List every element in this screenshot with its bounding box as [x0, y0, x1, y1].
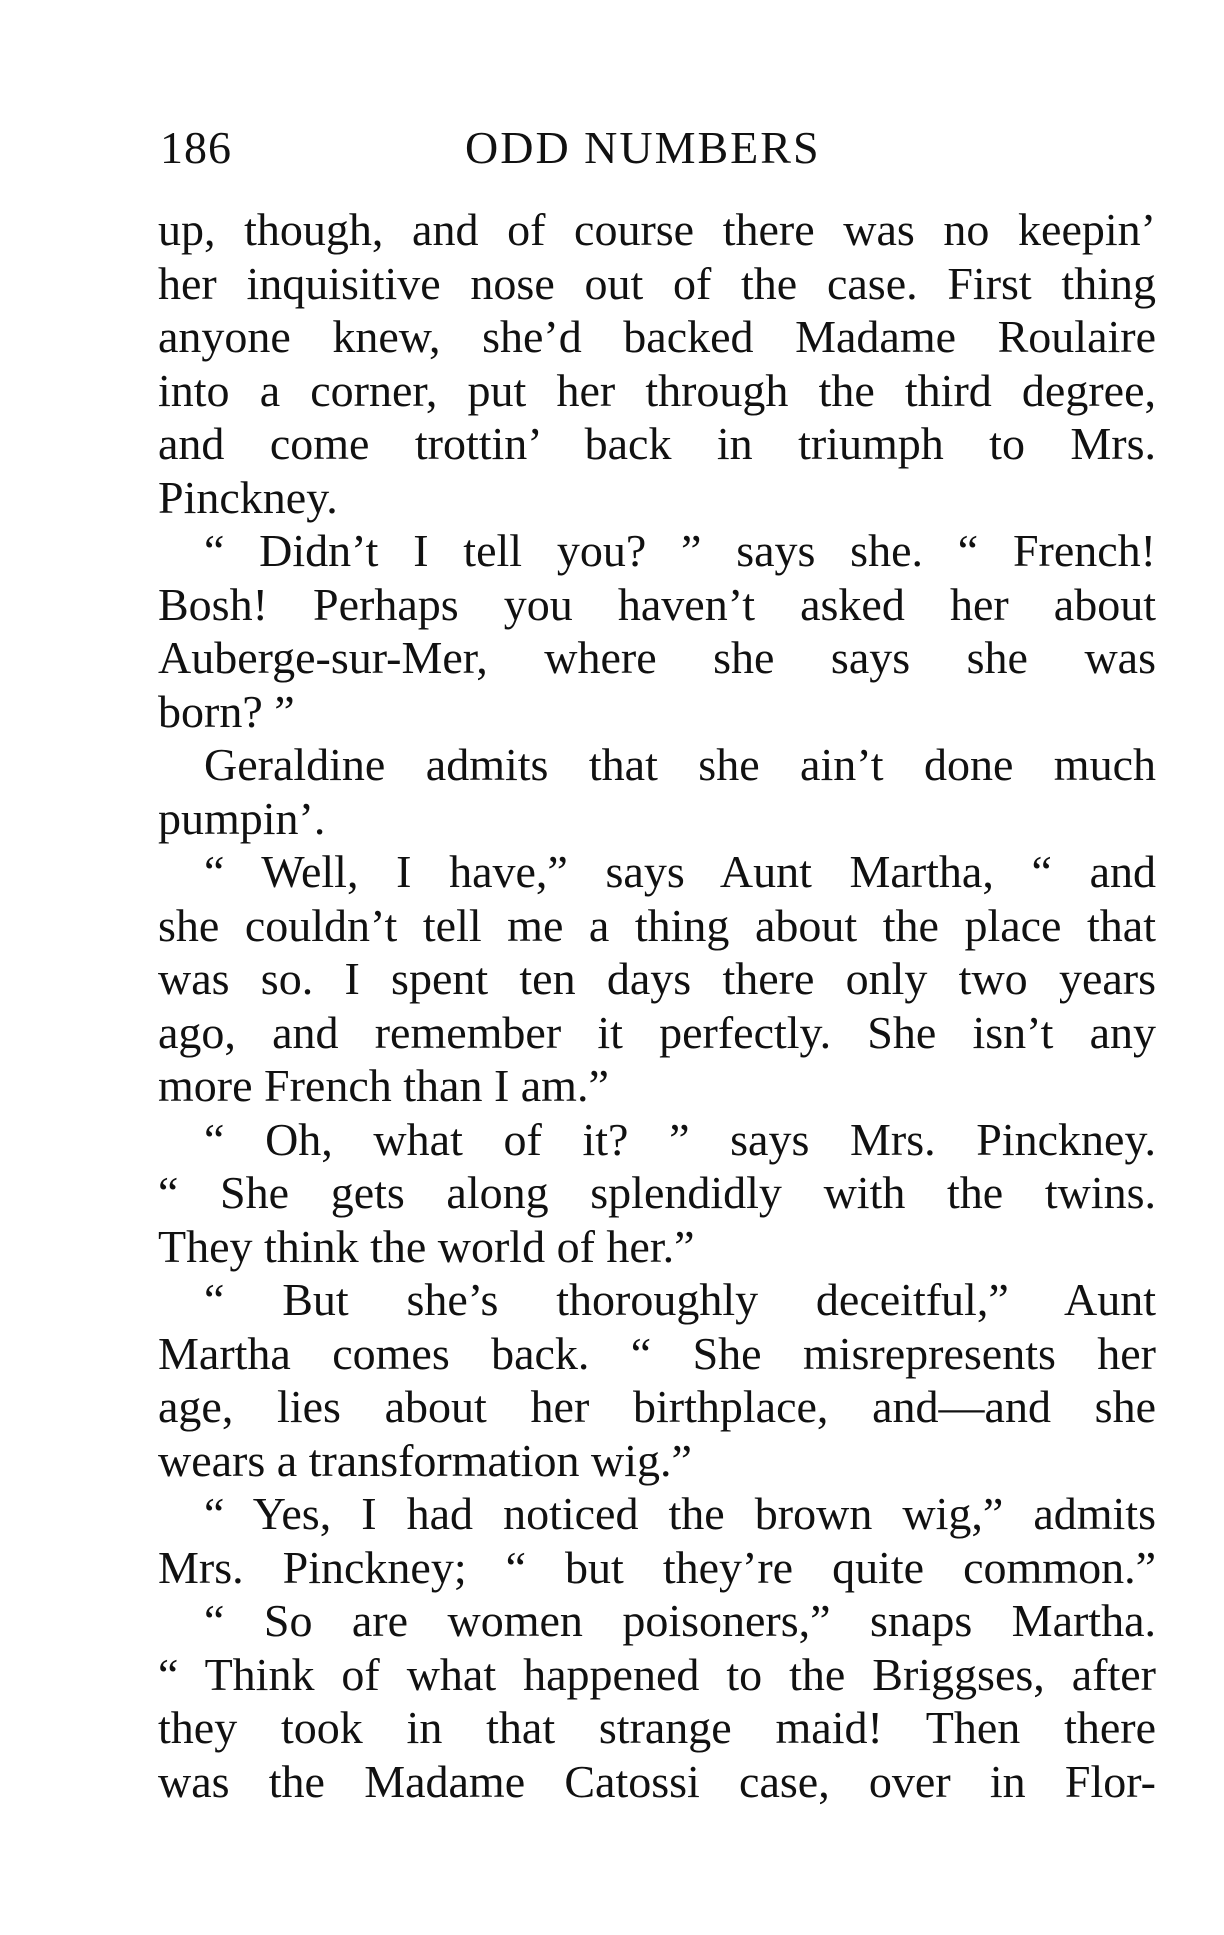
text-line: born? ” — [158, 685, 295, 737]
text-line: ago, and remember it perfectly. She isn’t any — [158, 1006, 1156, 1058]
text-line: They think the world of her.” — [158, 1220, 695, 1272]
text-line: “ Think of what happened to the Briggses, after — [158, 1648, 1156, 1700]
text-line: was the Madame Catossi case, over in Flor- — [158, 1755, 1156, 1807]
text-line: Mrs. Pinckney; “ but they’re quite common.” — [158, 1541, 1156, 1593]
text-line: age, lies about her birthplace, and—and she — [158, 1381, 1156, 1432]
text-line: “ Well, I have,” says Aunt Martha, “ and — [204, 846, 1156, 897]
text-line: her inquisitive nose out of the case. First thing — [158, 257, 1156, 309]
text-line: was so. I spent ten days there only two years — [158, 953, 1156, 1004]
text-line: she couldn’t tell me a thing about the place that — [158, 899, 1156, 951]
text-line: more French than I am.” — [158, 1060, 609, 1111]
text-line: they took in that strange maid! Then there — [158, 1702, 1156, 1753]
page-number: 186 — [160, 122, 232, 173]
text-line: Bosh! Perhaps you haven’t asked her about — [158, 578, 1156, 630]
text-line: Martha comes back. “ She misrepresents her — [158, 1327, 1156, 1379]
text-line: “ She gets along splendidly with the twins. — [158, 1167, 1156, 1218]
text-line: Pinckney. — [158, 471, 338, 523]
text-line: “ Yes, I had noticed the brown wig,” admits — [204, 1488, 1156, 1539]
text-line: pumpin’. — [158, 792, 326, 844]
running-title: ODD NUMBERS — [465, 122, 821, 173]
text-line: Geraldine admits that she ain’t done much — [204, 739, 1156, 790]
text-line: into a corner, put her through the third degree, — [158, 364, 1156, 416]
page-header — [160, 118, 1160, 178]
text-line: “ But she’s thoroughly deceitful,” Aunt — [204, 1274, 1156, 1325]
text-line: up, though, and of course there was no keepin’ — [158, 204, 1156, 255]
text-line: wears a transformation wig.” — [158, 1434, 692, 1486]
text-line: and come trottin’ back in triumph to Mrs. — [158, 418, 1156, 469]
body-text — [158, 203, 1156, 1808]
text-line: Auberge-sur-Mer, where she says she was — [158, 632, 1156, 683]
text-line: “ Didn’t I tell you? ” says she. “ French! — [204, 525, 1156, 576]
text-line: “ So are women poisoners,” snaps Martha. — [204, 1595, 1156, 1646]
text-line: “ Oh, what of it? ” says Mrs. Pinckney. — [204, 1113, 1156, 1165]
text-line: anyone knew, she’d backed Madame Roulaire — [158, 311, 1156, 362]
